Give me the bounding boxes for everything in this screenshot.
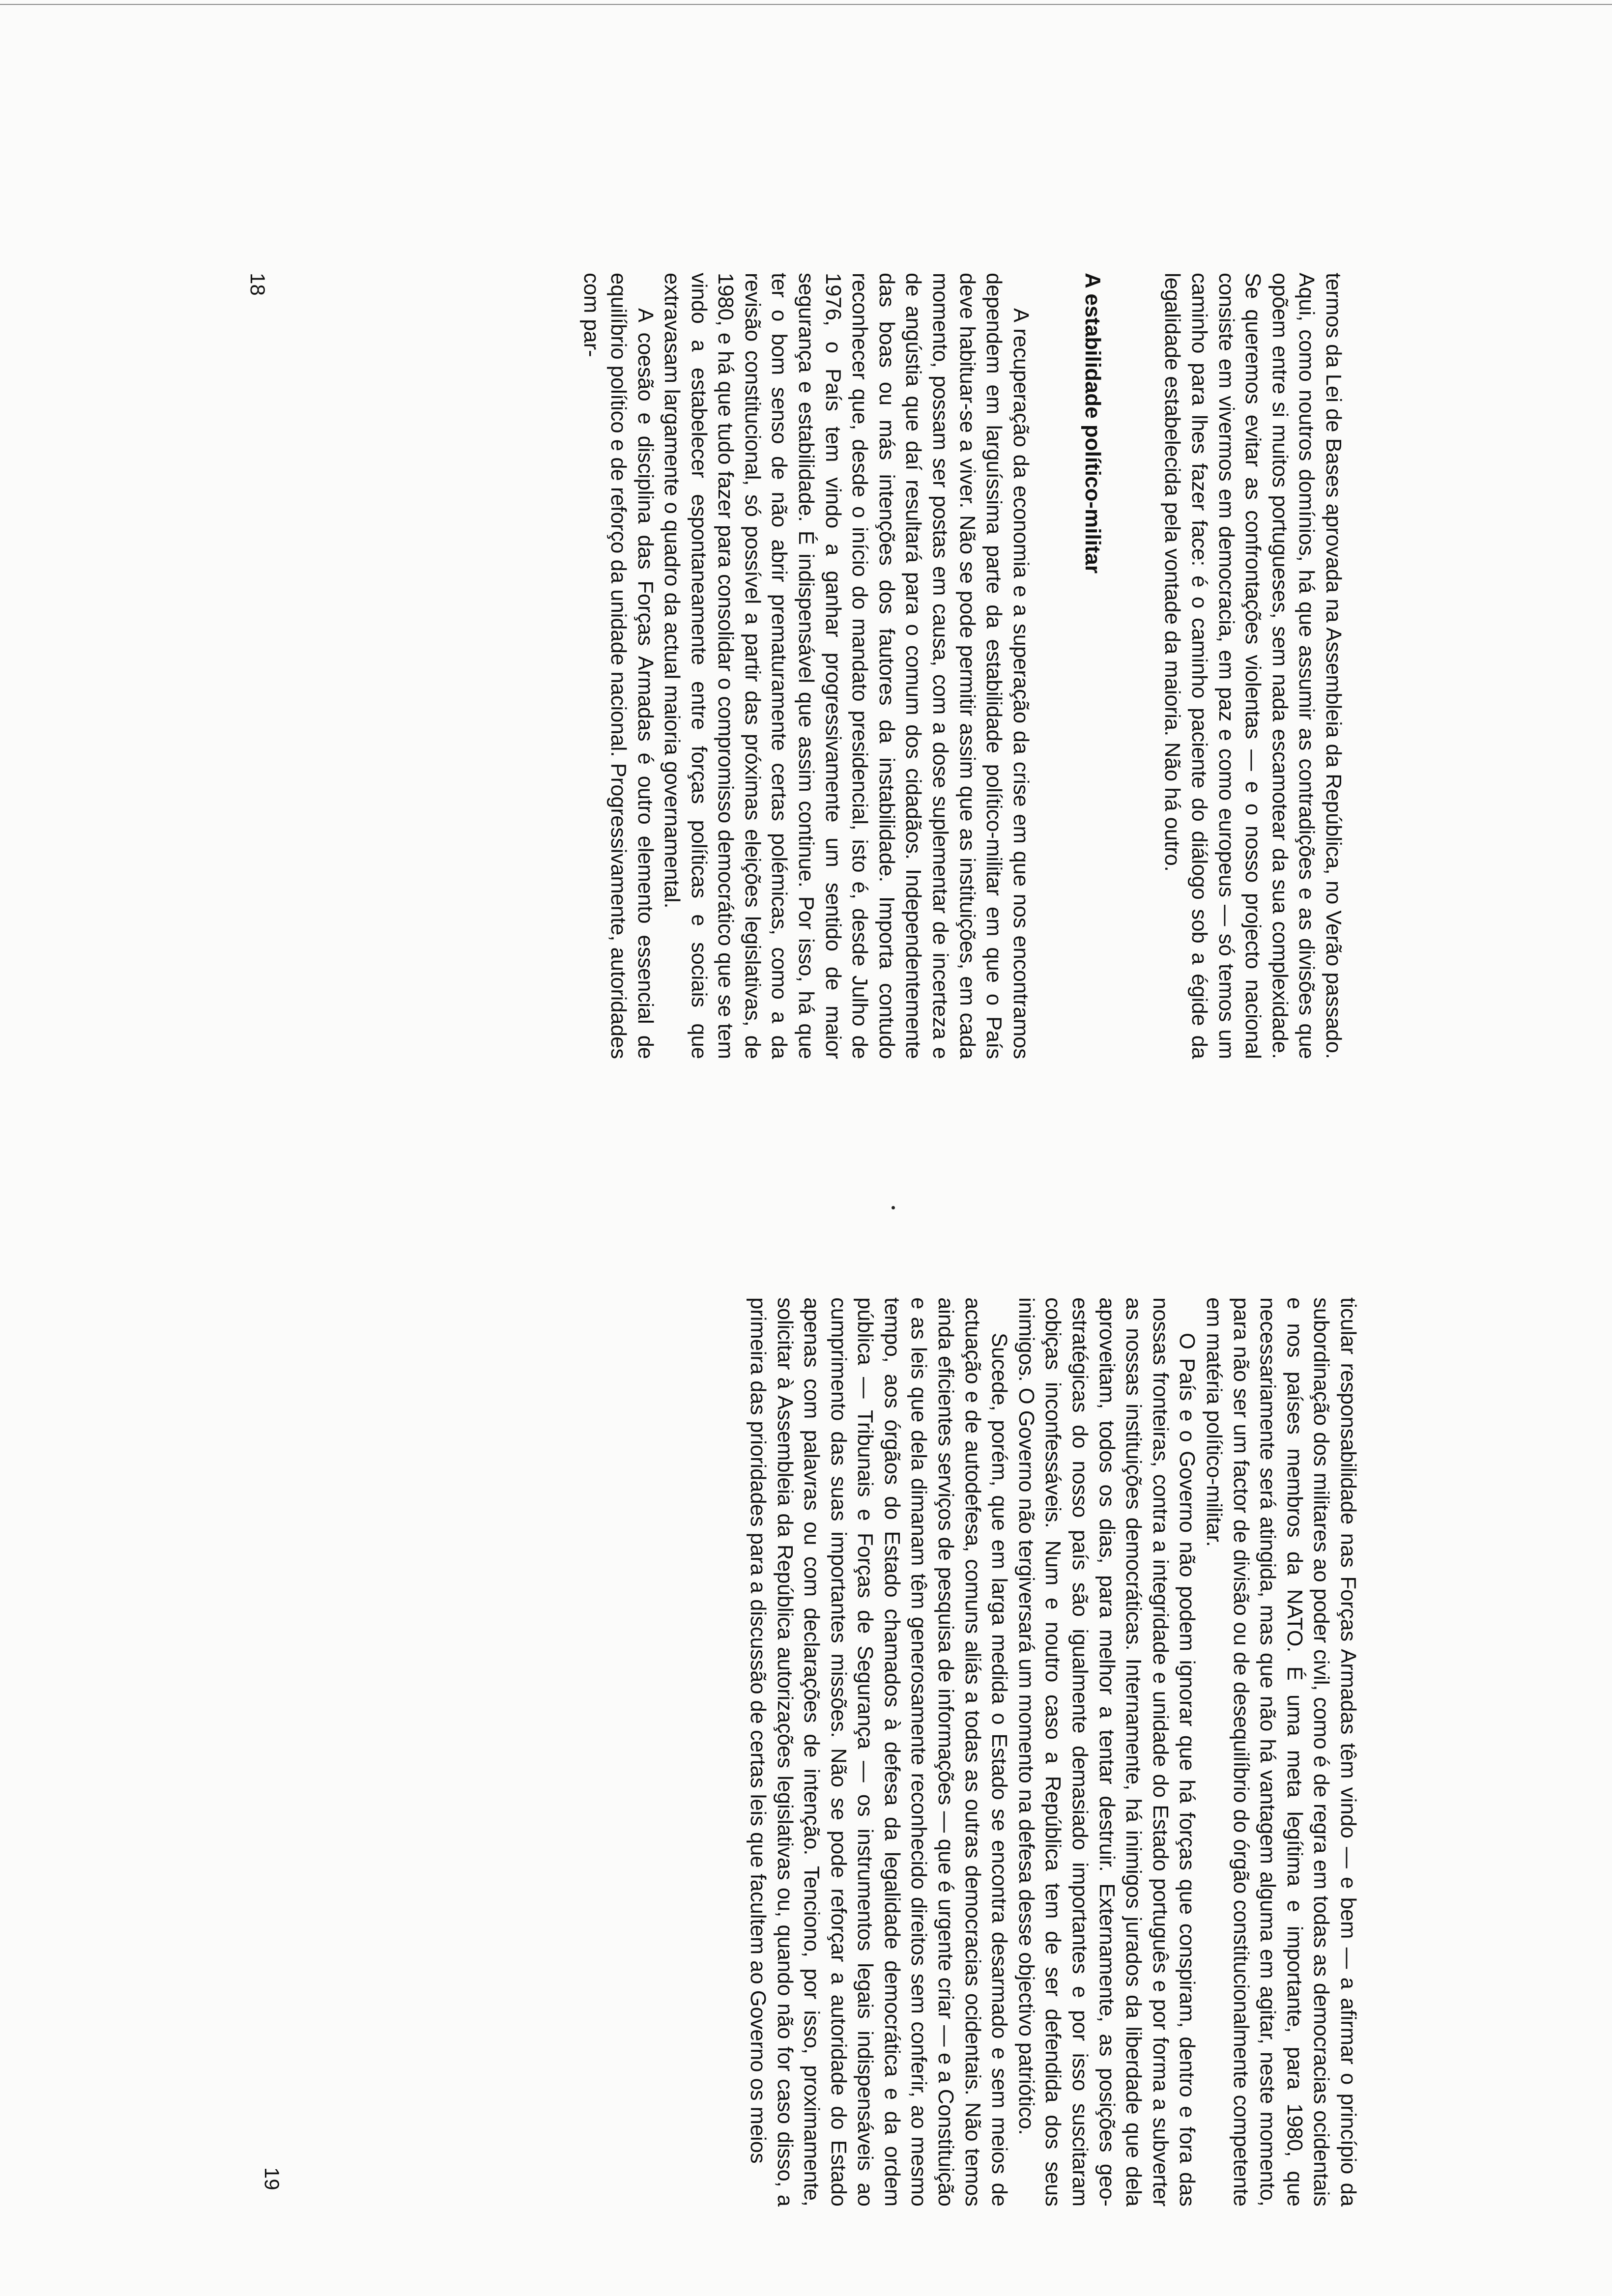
scan-edge-line [0, 4, 1612, 5]
page-19-column [744, 1297, 1361, 2207]
page-19 [260, 1297, 1361, 2211]
paragraph: O País e o Governo não podem ignorar que há forças que conspiram, dentro e fora das nossas fronteiras, contra a integridade e unidade do Estado português e por forma a subverter as nossas instituições democráticas. Internamente, há inimigos jurados da liberdade que dela aproveitam, todos os dias, para melhor a tentar destruir. Externamente, as posições geo-estratégicas do nosso país são igualmente demasiado importantes e por isso suscitaram cobiças inconfessáveis. Num e noutro caso a República tem de ser defendida dos seus inimigos. O Governo não tergiversará um momento na defesa desse objectivo patriótico. [1014, 1297, 1199, 2207]
paragraph: termos da Lei de Bases aprovada na Assembleia da República, no Verão passado. Aqui, como noutros domínios, há que assumir as contradições e as divisões que opõem entre si muitos portugueses, sem nada escamotear da sua complexidade. Se queremos evitar as confrontações violentas — e o nosso projecto nacional consiste em vivermos em democracia, em paz e como europeus — só temos um caminho para lhes fazer face: é o caminho paciente do diálogo sob a égide da legalidade estabelecida pela vontade da maioria. Não há outro. [1160, 273, 1345, 1059]
paragraph: ticular responsabilidade nas Forças Armadas têm vindo — e bem — a afirmar o princípio da subordinação dos militares ao poder civil, como é de regra em todas as democracias ocidentais e nos países membros da NATO. É uma meta legítima e importante, para 1980, que necessariamente será atingida, mas que não há vantagem alguma em agitar, neste momento, para não ser um factor de divisão ou de desequilíbrio do órgão constitucionalmente competente em matéria político-militar. [1202, 1297, 1360, 2207]
page-number: 19 [260, 2167, 284, 2190]
paragraph: A coesão e disciplina das Forças Armadas é outro elemento essencial de equilíbrio político e de reforço da unidade nacional. Progressivamente, autoridades com par- [579, 273, 657, 1059]
page-18-column [578, 273, 1347, 1059]
paragraph: A recuperação da economia e a superação da crise em que nos encontramos dependem em larguíssima parte da estabilidade político-militar em que o País deve habituar-se a viver. Não se pode permitir assim que as instituições, em cada momento, possam ser postas em causa, com a dose suplementar de incerteza e de angústia que daí resultará para o comum dos cidadãos. Independentemente das boas ou más intenções dos fautores da instabilidade. Importa contudo reconhecer que, desde o início do mandato presidencial, isto é, desde Julho de 1976, o País tem vindo a ganhar progressivamente um sentido de maior segurança e estabilidade. É indispensável que assim continue. Por isso, há que ter o bom senso de não abrir prematuramente certas polémicas, como a da revisão constitucional, só possível a partir das próximas eleições legislativas, de 1980, e há que tudo fazer para consolidar o compromisso democrático que se tem vindo a estabelecer espontaneamente entre forças políticas e sociais que extravasam largamente o quadro da actual maioria governamental. [660, 273, 1033, 1059]
paragraph: Sucede, porém, que em larga medida o Estado se encontra desarmado e sem meios de actuação e de autodefesa, comuns aliás a todas as outras democracias ocidentais. Não temos ainda eficientes serviços de pesquisa de informações — que é urgente criar — e a Constituição e as leis que dela dimanam têm generosamente reconhecido direitos sem conferir, ao mesmo tempo, aos órgãos do Estado chamados à defesa da legalidade democrática e da ordem pública — Tribunais e Forças de Segurança — os instrumentos legais indispensáveis ao cumprimento das suas importantes missões. Não se pode reforçar a autoridade do Estado apenas com palavras ou com declarações de intenção. Tenciono, por isso, proximamente, solicitar à Assembleia da República autorizações legislativas ou, quando não for caso disso, a primeira das prioridades para a discussão de certas leis que facultem ao Governo os meios [746, 1297, 1011, 2207]
page-number: 18 [246, 273, 269, 296]
section-heading: A estabilidade político-militar [1080, 273, 1105, 574]
